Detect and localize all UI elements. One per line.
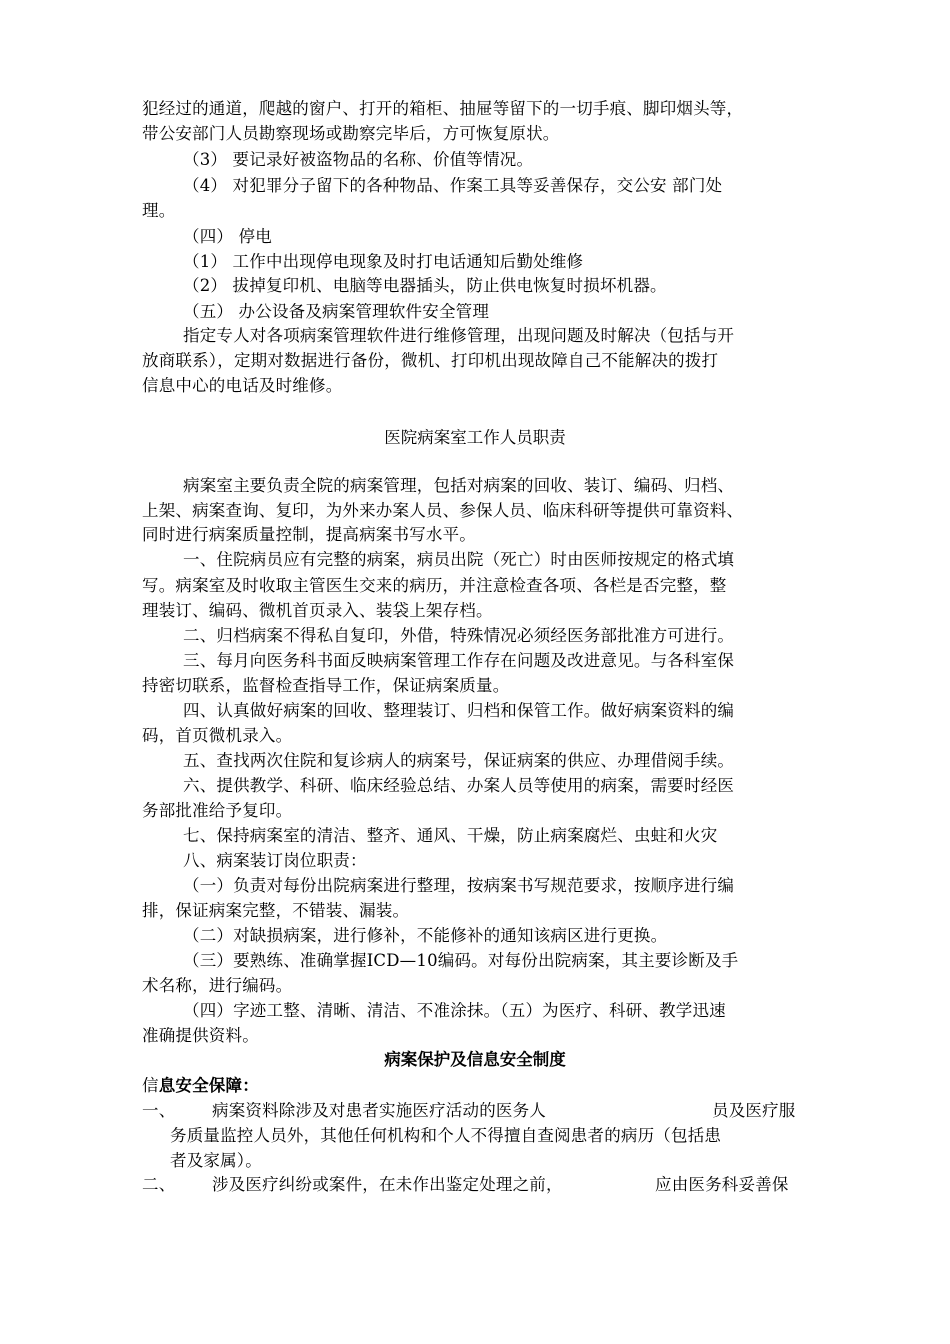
item-text: 应由医务科妥善保 xyxy=(655,1175,789,1194)
text-line: 二、归档病案不得私自复印，外借，特殊情况必须经医务部批准方可进行。 xyxy=(183,626,735,645)
text-line: 放商联系），定期对数据进行备份，微机、打印机出现故障自己不能解决的拨打 xyxy=(142,351,719,370)
text-line: 七、保持病案室的清洁、整齐、通风、干燥，防止病案腐烂、虫蛀和火灾 xyxy=(183,826,718,845)
text-line: （四） 停电 xyxy=(183,227,272,246)
item-number: 二、 xyxy=(142,1175,176,1194)
item-text: 员及医疗服 xyxy=(712,1101,796,1120)
item-text: 务质量监控人员外，其他任何机构和个人不得擅自查阅患者的病历（包括患 xyxy=(170,1126,722,1145)
text-line: 三、每月向医务科书面反映病案管理工作存在问题及改进意见。与各科室保 xyxy=(183,651,735,670)
text-line: 务部批准给予复印。 xyxy=(142,801,293,820)
text-line: 码，首页微机录入。 xyxy=(142,726,293,745)
text-line: （1） 工作中出现停电现象及时打电话通知后勤处维修 xyxy=(183,252,584,271)
text-line: 写。病案室及时收取主管医生交来的病历，并注意检查各项、各栏是否完整，整 xyxy=(142,576,727,595)
text-line: （五） 办公设备及病案管理软件安全管理 xyxy=(183,302,490,321)
text-line: 同时进行病案质量控制，提高病案书写水平。 xyxy=(142,525,476,544)
text-line: 五、查找两次住院和复诊病人的病案号，保证病案的供应、办理借阅手续。 xyxy=(183,751,735,770)
text-line: 六、提供教学、科研、临床经验总结、办案人员等使用的病案，需要时经医 xyxy=(183,776,735,795)
text-line: 病案室主要负责全院的病案管理，包括对病案的回收、装订、编码、归档、 xyxy=(183,476,735,495)
text-line: （4） 对犯罪分子留下的各种物品、作案工具等妥善保存，交公安 部门处 xyxy=(183,176,723,195)
item-number: 一、 xyxy=(142,1101,176,1120)
text-line: （四）字迹工整、清晰、清洁、不准涂抹。（五）为医疗、科研、教学迅速 xyxy=(183,1001,726,1020)
subheading-prefix: 信 xyxy=(142,1076,159,1095)
subheading-bold: 息安全保障： xyxy=(158,1076,259,1095)
text-line: 术名称，进行编码。 xyxy=(142,976,293,995)
bold-section-title: 病案保护及信息安全制度 xyxy=(384,1050,566,1069)
item-text: 涉及医疗纠纷或案件，在未作出鉴定处理之前， xyxy=(212,1175,563,1194)
text-line: 上架、病案查询、复印，为外来办案人员、参保人员、临床科研等提供可靠资料、 xyxy=(142,501,744,520)
text-line: （一）负责对每份出院病案进行整理，按病案书写规范要求，按顺序进行编 xyxy=(183,876,735,895)
text-line: 信息中心的电话及时维修。 xyxy=(142,376,343,395)
text-line: （3） 要记录好被盗物品的名称、价值等情况。 xyxy=(183,150,534,169)
section-title: 医院病案室工作人员职责 xyxy=(384,428,566,447)
text-line: （2） 拔掉复印机、电脑等电器插头，防止供电恢复时损坏机器。 xyxy=(183,276,667,295)
text-line: 持密切联系，监督检查指导工作，保证病案质量。 xyxy=(142,676,510,695)
item-text: 者及家属）。 xyxy=(170,1151,262,1170)
text-line: 一、住院病员应有完整的病案，病员出院（死亡）时由医师按规定的格式填 xyxy=(183,550,735,569)
text-line: （三）要熟练、准确掌握ICD—10编码。对每份出院病案，其主要诊断及手 xyxy=(183,951,739,970)
text-line: 理装订、编码、微机首页录入、装袋上架存档。 xyxy=(142,601,493,620)
item-text: 病案资料除涉及对患者实施医疗活动的医务人 xyxy=(212,1101,546,1120)
text-line: 四、认真做好病案的回收、整理装订、归档和保管工作。做好病案资料的编 xyxy=(183,701,735,720)
text-line: （二）对缺损病案，进行修补，不能修补的通知该病区进行更换。 xyxy=(183,926,668,945)
text-line: 犯经过的通道，爬越的窗户、打开的箱柜、抽屉等留下的一切手痕、脚印烟头等， xyxy=(142,99,744,118)
text-line: 八、病案装订岗位职责： xyxy=(183,851,367,870)
text-line: 排，保证病案完整，不错装、漏装。 xyxy=(142,901,410,920)
subheading xyxy=(142,1074,259,1098)
text-line: 理。 xyxy=(142,201,176,220)
text-line: 准确提供资料。 xyxy=(142,1026,259,1045)
text-line: 指定专人对各项病案管理软件进行维修管理，出现问题及时解决（包括与开 xyxy=(183,326,735,345)
text-line: 带公安部门人员勘察现场或勘察完毕后，方可恢复原状。 xyxy=(142,124,560,143)
